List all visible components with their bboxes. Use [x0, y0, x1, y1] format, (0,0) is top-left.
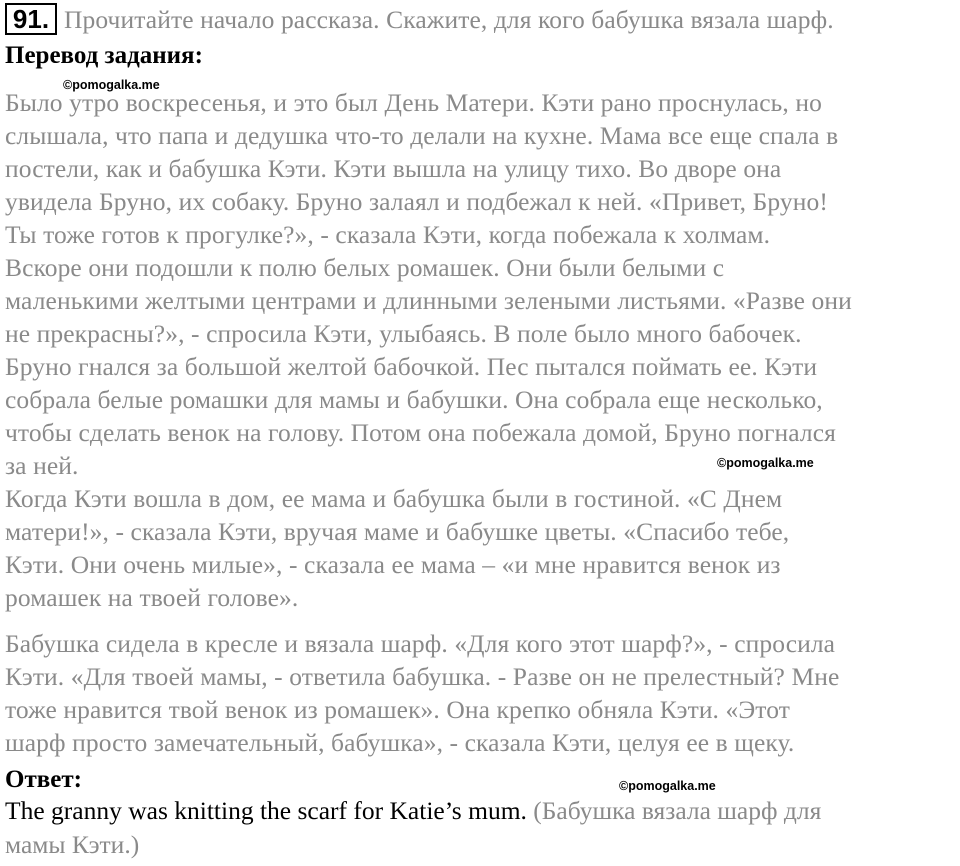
task-number: 91. [5, 3, 57, 35]
answer-russian-cont: мамы Кэти.) [5, 830, 140, 859]
watermark: ©pomogalka.me [717, 456, 814, 470]
translation-heading: Перевод задания: [5, 42, 203, 69]
task-instruction: Прочитайте начало рассказа. Скажите, для кого бабушка вязала шарф. [64, 5, 834, 34]
story-line: слышала, что папа и дедушка что-то делали на кухне. Мама все еще спала в [5, 121, 839, 150]
story-line: не прекрасны?», - спросила Кэти, улыбаясь. В поле было много бабочек. [5, 319, 802, 348]
story-line: за ней. [5, 451, 79, 480]
story-line: Кэти. Они очень милые», - сказала ее мама – «и мне нравится венок из [5, 550, 781, 579]
story-line: Было утро воскресенья, и это был День Матери. Кэти рано проснулась, но [5, 88, 822, 117]
story-line: ромашек на твоей голове». [5, 583, 299, 612]
answer-line-1 [5, 796, 821, 826]
story-line: шарф просто замечательный, бабушка», - сказала Кэти, целуя ее в щеку. [5, 728, 795, 757]
story-line: Бабушка сидела в кресле и вязала шарф. «Для кого этот шарф?», - спросила [5, 629, 836, 658]
story-line: собрала белые ромашки для мамы и бабушки. Она собрала еще несколько, [5, 385, 823, 414]
story-line: матери!», - сказала Кэти, вручая маме и бабушке цветы. «Спасибо тебе, [5, 517, 790, 546]
story-line: тоже нравится твой венок из ромашек». Она крепко обняла Кэти. «Этот [5, 695, 790, 724]
story-line: Кэти. «Для твоей мамы, - ответила бабушка. - Разве он не прелестный? Мне [5, 662, 840, 691]
story-line: Вскоре они подошли к полю белых ромашек. Они были белыми с [5, 253, 725, 282]
story-line: Бруно гнался за большой желтой бабочкой. Пес пытался поймать ее. Кэти [5, 352, 818, 381]
story-line: маленькими желтыми центрами и длинными зелеными листьями. «Разве они [5, 286, 852, 315]
answer-russian: (Бабушка вязала шарф для [526, 796, 822, 825]
watermark: ©pomogalka.me [619, 779, 716, 793]
story-line: Когда Кэти вошла в дом, ее мама и бабушка были в гостиной. «С Днем [5, 484, 783, 513]
answer-heading: Ответ: [5, 766, 82, 793]
watermark: ©pomogalka.me [63, 78, 160, 92]
story-line: увидела Бруно, их собаку. Бруно залаял и подбежал к ней. «Привет, Бруно! [5, 187, 828, 216]
answer-english: The granny was knitting the scarf for Katie’s mum. [5, 796, 527, 825]
story-line: чтобы сделать венок на голову. Потом она побежала домой, Бруно погнался [5, 418, 836, 447]
story-line: постели, как и бабушка Кэти. Кэти вышла на улицу тихо. Во дворе она [5, 154, 782, 183]
story-line: Ты тоже готов к прогулке?», - сказала Кэти, когда побежала к холмам. [5, 220, 771, 249]
